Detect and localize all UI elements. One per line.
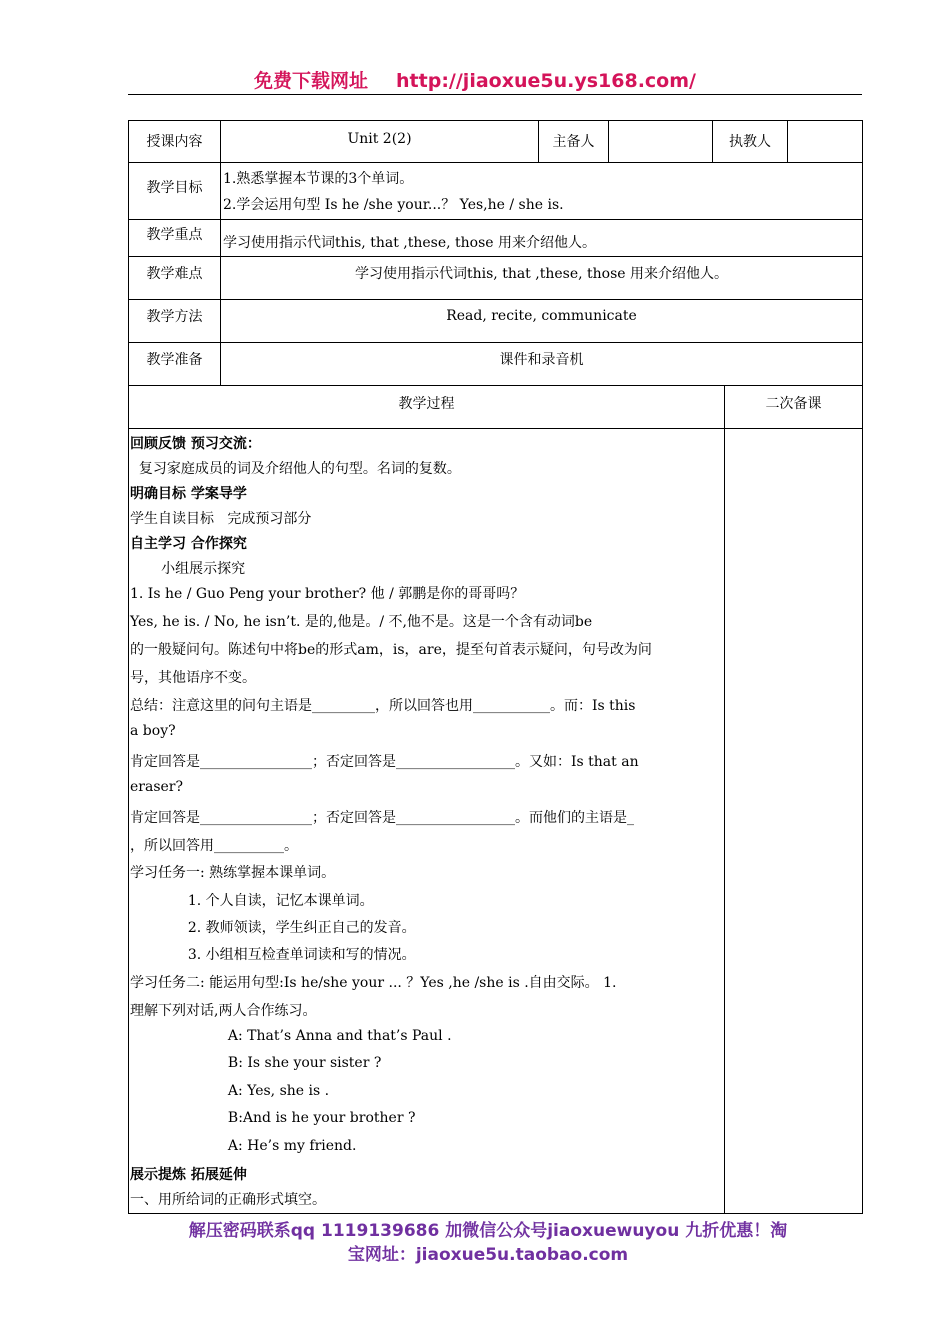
label-preparation: 教学准备 — [128, 342, 221, 386]
content-unit: Unit 2(2) — [220, 120, 539, 163]
dialogue-line: A: That’s Anna and that’s Paul . — [130, 1028, 452, 1044]
second-prep-body — [724, 428, 863, 1214]
body-line: 学习任务一: 熟练掌握本课单词。 — [130, 865, 336, 881]
list-item: 3. 小组相互检查单词读和写的情况。 — [130, 947, 416, 963]
body-line: 学习任务二: 能运用句型:Is he/she your ... ？Yes ,he /she is .自由交际。 1. — [130, 975, 617, 991]
section-goals: 明确目标 学案导学 — [130, 486, 247, 502]
body-line: eraser? — [130, 779, 183, 795]
goals-content — [220, 162, 863, 220]
body-line: 号，其他语序不变。 — [130, 670, 256, 686]
dialogue-line: B: Is she your sister ? — [130, 1055, 382, 1071]
body-line: ，所以回答用__________。 — [130, 838, 298, 854]
body-line: 1. Is he / Guo Peng your brother? 他 / 郭鹏是你的哥哥吗？ — [130, 586, 525, 602]
body-line: a boy? — [130, 723, 176, 739]
label-key-points: 教学重点 — [128, 219, 221, 257]
label-teacher: 执教人 — [712, 120, 788, 163]
label-methods: 教学方法 — [128, 299, 221, 343]
body-line: 小组展示探究 — [130, 561, 246, 577]
difficulties-content: 学习使用指示代词this, that ,these, those 用来介绍他人。 — [220, 256, 863, 300]
list-item: 2. 教师领读，学生纠正自己的发音。 — [130, 920, 416, 936]
list-item: 1. 个人自读，记忆本课单词。 — [130, 893, 374, 909]
body-line: 学生自读目标 完成预习部分 — [130, 511, 312, 527]
label-goals: 教学目标 — [128, 162, 221, 220]
teacher-value — [787, 120, 863, 163]
footer-line-2: 宝网址：jiaoxue5u.taobao.com — [347, 1245, 629, 1265]
label-preparer: 主备人 — [538, 120, 609, 163]
dialogue-line: A: He’s my friend. — [130, 1138, 357, 1154]
download-url[interactable]: http://jiaoxue5u.ys168.com/ — [396, 70, 696, 92]
body-line: 肯定回答是________________；否定回答是_________________。又如：Is that an — [130, 754, 639, 770]
section-extension: 展示提炼 拓展延伸 — [130, 1167, 247, 1183]
free-download-label: 免费下载网址 — [254, 70, 369, 92]
dialogue-line: B:And is he your brother ? — [130, 1110, 416, 1126]
footer-line-1: 解压密码联系qq 1119139686 加微信公众号jiaoxuewuyou 九折优惠！淘 — [188, 1221, 788, 1241]
download-link-header[interactable] — [0, 66, 950, 93]
body-line: 一、用所给词的正确形式填空。 — [130, 1192, 326, 1208]
second-prep-header: 二次备课 — [724, 385, 863, 429]
label-difficulties: 教学难点 — [128, 256, 221, 300]
body-line: 的一般疑问句。陈述句中将be的形式am，is，are，提至句首表示疑问，句号改为问 — [130, 642, 652, 658]
body-line: 理解下列对话,两人合作练习。 — [130, 1003, 317, 1019]
body-line: Yes, he is. / No, he isn’t. 是的,他是。/ 不,他不是。这是一个含有动词be — [130, 614, 593, 630]
body-line: 复习家庭成员的词及介绍他人的句型。名词的复数。 — [130, 461, 461, 477]
goal-1: 1.熟悉掌握本节课的3个单词。 — [223, 171, 414, 187]
body-line: 总结：注意这里的问句主语是_________，所以回答也用___________。而：Is this — [130, 698, 636, 714]
methods-content: Read, recite, communicate — [220, 299, 863, 343]
process-header: 教学过程 — [128, 385, 725, 429]
section-review: 回顾反馈 预习交流： — [130, 436, 261, 452]
header-divider — [128, 94, 862, 95]
key-points-content: 学习使用指示代词this, that ,these, those 用来介绍他人。 — [220, 219, 863, 257]
goal-2: 2.学会运用句型 Is he /she your...？ Yes,he / she is. — [223, 197, 564, 213]
dialogue-line: A: Yes, she is . — [130, 1083, 330, 1099]
label-content: 授课内容 — [128, 120, 221, 163]
preparer-value — [608, 120, 713, 163]
body-line: 肯定回答是________________；否定回答是_________________。而他们的主语是_ — [130, 810, 634, 826]
preparation-content: 课件和录音机 — [220, 342, 863, 386]
section-self-study: 自主学习 合作探究 — [130, 536, 247, 552]
